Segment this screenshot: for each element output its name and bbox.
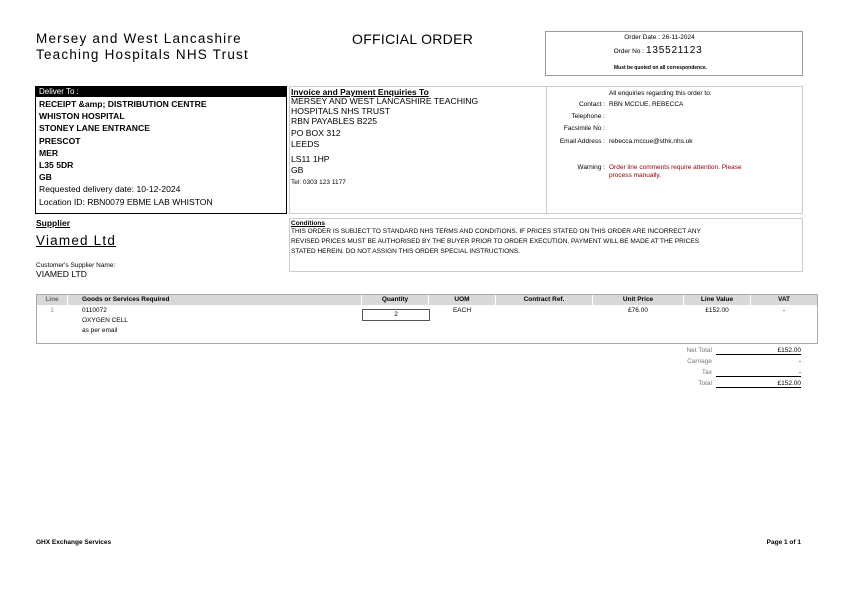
col-header-vat: VAT bbox=[751, 295, 817, 305]
deliver-line: PRESCOT bbox=[39, 135, 81, 146]
warning-line: process manually. bbox=[609, 172, 661, 179]
footer-left: GHX Exchange Services bbox=[36, 539, 112, 546]
warning-label: Warning : bbox=[577, 164, 605, 171]
conditions-line: STATED HEREIN. DO NOT ASSIGN THIS ORDER SPECIAL INSTRUCTIONS. bbox=[291, 248, 520, 255]
row-quantity: 2 bbox=[362, 309, 430, 321]
col-header-line-value: Line Value bbox=[684, 295, 750, 305]
row-product-code: 0110072 bbox=[82, 307, 107, 314]
customer-supplier-name-label: Customer's Supplier Name: bbox=[36, 262, 116, 269]
customer-supplier-name-value: VIAMED LTD bbox=[36, 269, 87, 279]
deliver-line: GB bbox=[39, 172, 52, 183]
col-header-goods: Goods or Services Required bbox=[68, 295, 361, 305]
invoice-line: PO BOX 312 bbox=[291, 127, 341, 138]
order-no-label: Order No : bbox=[613, 48, 644, 55]
email-value: rebecca.mccue@sthk.nhs.uk bbox=[609, 138, 693, 145]
invoice-heading: Invoice and Payment Enquiries To bbox=[291, 87, 429, 97]
organisation-name bbox=[36, 31, 249, 63]
contact-value: RBN MCCUE, REBECCA bbox=[609, 101, 684, 108]
deliver-line: MER bbox=[39, 147, 59, 158]
warning-text bbox=[609, 164, 742, 180]
invoice-line: HOSPITALS NHS TRUST bbox=[291, 106, 391, 116]
col-header-unit-price: Unit Price bbox=[593, 295, 683, 305]
col-header-quantity: Quantity bbox=[362, 295, 428, 305]
conditions-line: THIS ORDER IS SUBJECT TO STANDARD NHS TERMS AND CONDITIONS. IF PRICES STATED ON THIS ORDER ARE INCORRECT ANY bbox=[291, 228, 701, 235]
fax-label: Facsimile No : bbox=[563, 125, 605, 132]
organisation-name-line1: Mersey and West Lancashire bbox=[36, 31, 242, 46]
row-line-number: 1 bbox=[50, 307, 54, 314]
conditions-box bbox=[289, 218, 803, 272]
requested-delivery-date: Requested delivery date: 10-12-2024 bbox=[39, 184, 181, 195]
row-unit-price: £76.00 bbox=[628, 307, 648, 314]
deliver-line: L35 5DR bbox=[39, 160, 74, 171]
quote-note: Must be quoted on all correspondence. bbox=[614, 65, 708, 71]
tax-label: Tax bbox=[701, 369, 712, 376]
col-header-uom: UOM bbox=[429, 295, 495, 305]
deliver-line: STONEY LANE ENTRANCE bbox=[39, 123, 150, 134]
invoice-line: LEEDS bbox=[291, 139, 320, 149]
invoice-box bbox=[289, 86, 547, 214]
net-total-label: Net Total bbox=[686, 347, 712, 354]
conditions-heading: Conditions bbox=[291, 220, 325, 227]
row-note: as per email bbox=[82, 327, 118, 334]
row-description: OXYGEN CELL bbox=[82, 317, 128, 324]
total-label: Total bbox=[698, 380, 712, 387]
order-info-box bbox=[545, 31, 803, 76]
row-vat: - bbox=[782, 307, 786, 314]
email-label: Email Address : bbox=[559, 138, 605, 145]
telephone-label: Telephone : bbox=[571, 113, 605, 120]
order-date-label: Order Date : bbox=[624, 34, 660, 41]
order-no-value: 135521123 bbox=[646, 45, 703, 56]
net-total-value: £152.00 bbox=[716, 347, 801, 355]
contact-box bbox=[546, 86, 803, 214]
organisation-name-line2: Teaching Hospitals NHS Trust bbox=[36, 47, 249, 62]
row-line-value: £152.00 bbox=[705, 307, 729, 314]
deliver-to-heading: Deliver To : bbox=[36, 87, 286, 97]
tax-value: - bbox=[716, 369, 801, 377]
contact-label: Contact : bbox=[578, 101, 605, 108]
deliver-to-box bbox=[35, 86, 287, 214]
col-header-contract: Contract Ref. bbox=[496, 295, 592, 305]
total-value: £152.00 bbox=[716, 380, 801, 388]
invoice-line: RBN PAYABLES B225 bbox=[291, 116, 377, 126]
invoice-tel: Tel: 0303 123 1177 bbox=[291, 178, 346, 186]
order-date-value: 26-11-2024 bbox=[662, 34, 695, 41]
carriage-value: - bbox=[798, 358, 801, 365]
warning-line: Order line comments require attention. Please bbox=[609, 164, 742, 171]
order-lines-table bbox=[36, 294, 818, 344]
deliver-line: WHISTON HOSPITAL bbox=[39, 111, 125, 122]
col-header-line: Line bbox=[37, 295, 67, 305]
supplier-heading: Supplier bbox=[36, 218, 71, 228]
conditions-line: REVISED PRICES MUST BE AUTHORISED BY THE BUYER PRIOR TO ORDER EXECUTION. PAYMENT WILL BE MADE AT THE PRICES bbox=[291, 238, 700, 245]
invoice-line: LS11 1HP bbox=[291, 153, 330, 164]
invoice-line: GB bbox=[291, 165, 304, 175]
row-uom: EACH bbox=[452, 307, 472, 314]
carriage-label: Carriage bbox=[687, 358, 712, 365]
page-number: Page 1 of 1 bbox=[766, 539, 801, 546]
document-title: OFFICIAL ORDER bbox=[352, 31, 474, 47]
supplier-name: Viamed Ltd bbox=[36, 233, 117, 248]
deliver-line: RECEIPT &amp; DISTRIBUTION CENTRE bbox=[39, 99, 207, 109]
invoice-line: MERSEY AND WEST LANCASHIRE TEACHING bbox=[291, 96, 479, 106]
location-id: Location ID: RBN0079 EBME LAB WHISTON bbox=[39, 196, 213, 207]
enquiries-intro: All enquiries regarding this order to: bbox=[609, 90, 712, 97]
